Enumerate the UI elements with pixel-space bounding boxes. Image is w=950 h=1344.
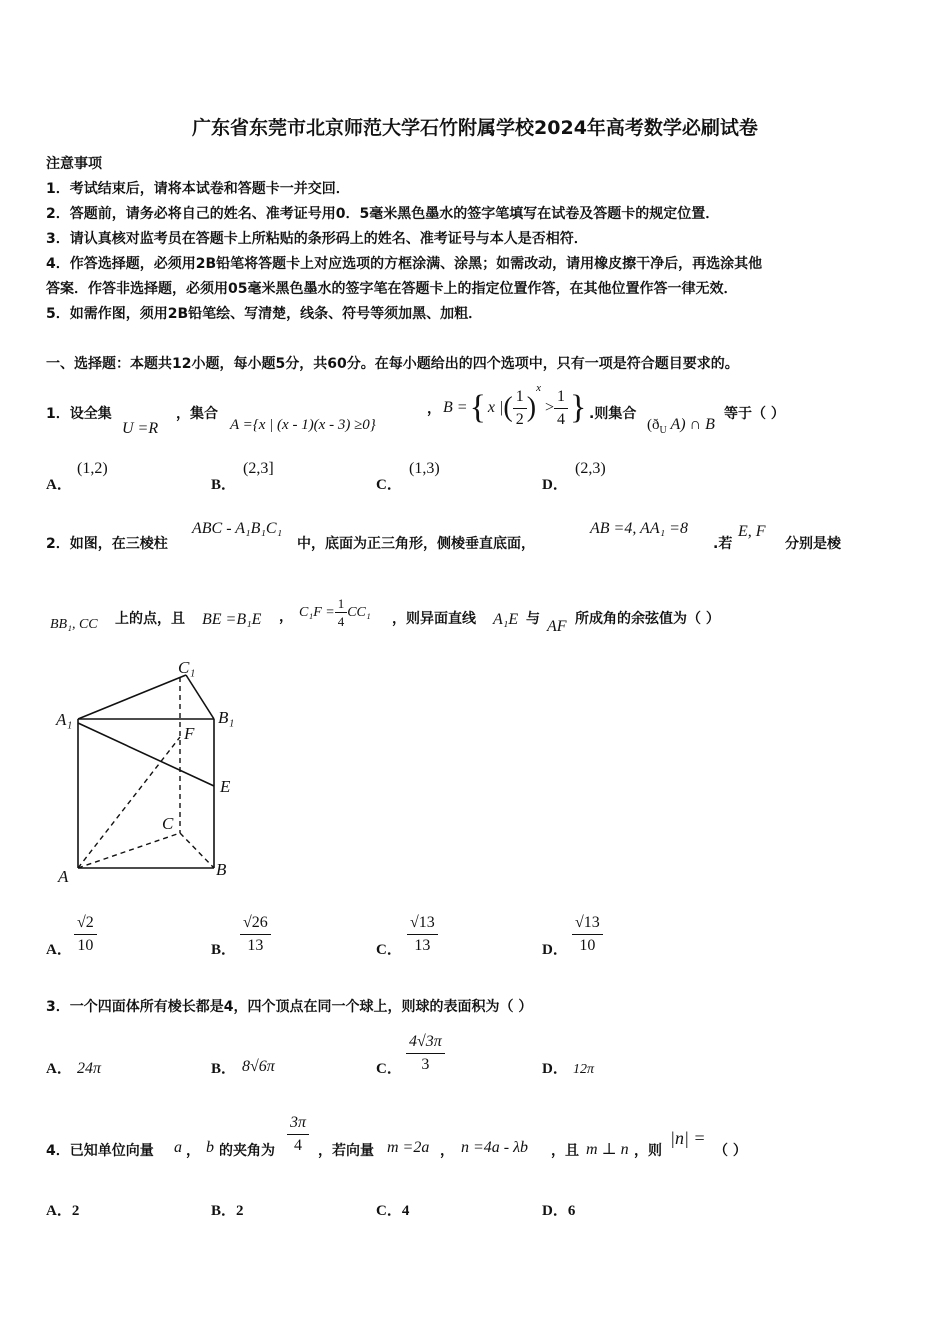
label-c1: C₁ bbox=[178, 658, 196, 677]
q2-line-af: AF bbox=[547, 618, 567, 635]
q2-lengths: AB =4, AA₁ =8 bbox=[590, 520, 688, 537]
q2-text: 上的点，且 bbox=[115, 611, 185, 627]
notice-item: 5．如需作图，须用2B铅笔绘、写清楚，线条、符号等须加黑、加粗． bbox=[46, 306, 483, 322]
q2-line-a1e: A₁E bbox=[493, 611, 519, 628]
label-f: F bbox=[184, 724, 195, 743]
q4-text: ， bbox=[186, 1143, 200, 1159]
q2-text: ，则异面直线 bbox=[392, 611, 476, 627]
notice-item: 1．考试结束后，请将本试卷和答题卡一并交回． bbox=[46, 181, 350, 197]
q2-text: ， bbox=[279, 609, 293, 625]
q3-option-c-value: $\frac{4√3\pi}{3}$ bbox=[406, 1031, 445, 1076]
q4-option-d[interactable]: D．6 bbox=[542, 1203, 576, 1219]
q2-option-a-value: $\frac{√2}{10}$ bbox=[74, 912, 97, 957]
section-heading: 一、选择题：本题共12小题，每小题5分，共60分。在每小题给出的四个选项中，只有一项是符合题目要求的。 bbox=[46, 356, 739, 372]
q4-vector-m: m =2a bbox=[387, 1139, 430, 1156]
q1-set-b: B = { x | ( $\frac{1}{2}$ ) x > $\frac{1}{4}$ } bbox=[443, 382, 587, 428]
q1-text: 1．设全集 bbox=[46, 406, 112, 422]
q4-text: ， bbox=[440, 1143, 454, 1159]
notice-item: 2．答题前，请务必将自己的姓名、准考证号用0．5毫米黑色墨水的签字笔填写在试卷及答题卡的规定位置． bbox=[46, 206, 720, 222]
q4-perp: m ⊥ n bbox=[586, 1141, 629, 1158]
q3-option-d-value: 12π bbox=[573, 1062, 595, 1077]
q1-text: 等于（ ） bbox=[724, 406, 785, 422]
q4-text: （ ） bbox=[714, 1143, 747, 1159]
q1-option-d-label[interactable]: D． bbox=[542, 477, 568, 493]
q1-option-c-value: (1,3) bbox=[409, 460, 440, 477]
q1-text: .则集合 bbox=[589, 406, 637, 422]
q4-text: ，且 bbox=[551, 1143, 579, 1159]
q2-option-d-value: $\frac{√13}{10}$ bbox=[572, 912, 603, 957]
q1-text: ，集合 bbox=[176, 406, 218, 422]
q1-set-a: A ={x | (x - 1)(x - 3) ≥0} bbox=[230, 417, 376, 433]
q1-option-a-value: (1,2) bbox=[77, 460, 108, 477]
q3-option-a-label[interactable]: A． bbox=[46, 1061, 72, 1077]
q4-vector-n: n =4a - λb bbox=[461, 1139, 529, 1156]
q2-text: .若 bbox=[713, 536, 733, 552]
label-e: E bbox=[220, 777, 231, 796]
q4-vector-b: b bbox=[206, 1139, 214, 1156]
q2-prism: ABC - A₁B₁C₁ bbox=[192, 520, 283, 537]
label-a1: A₁ bbox=[56, 710, 73, 729]
q4-norm: |n| = bbox=[670, 1128, 706, 1148]
q4-option-c[interactable]: C．4 bbox=[376, 1203, 410, 1219]
q2-text: 分别是棱 bbox=[785, 536, 841, 552]
q4-angle: $\frac{3\pi}{4}$ bbox=[287, 1112, 309, 1157]
q1-universal-set: U =R bbox=[122, 420, 159, 437]
q2-text: 2．如图，在三棱柱 bbox=[46, 536, 168, 552]
page-title: 广东省东莞市北京师范大学石竹附属学校2024年高考数学必刷试卷 bbox=[192, 117, 758, 139]
q2-option-d-label[interactable]: D． bbox=[542, 942, 568, 958]
q2-be-equation: BE =B₁E bbox=[202, 611, 262, 628]
q3-option-b-value: 8√6π bbox=[242, 1058, 275, 1075]
label-b1: B₁ bbox=[218, 708, 235, 727]
notice-item: 3．请认真核对监考员在答题卡上所粘贴的条形码上的姓名、准考证号与本人是否相符． bbox=[46, 231, 588, 247]
q2-option-c-value: $\frac{√13}{13}$ bbox=[407, 912, 438, 957]
notice-heading: 注意事项 bbox=[46, 156, 102, 172]
q4-text: ，若向量 bbox=[318, 1143, 374, 1159]
q4-option-a[interactable]: A．2 bbox=[46, 1203, 80, 1219]
q2-edges: BB₁, CC bbox=[50, 617, 98, 632]
q2-text: 所成角的余弦值为（ ） bbox=[575, 611, 720, 627]
q1-text: ， bbox=[427, 401, 441, 417]
q3-option-d-label[interactable]: D． bbox=[542, 1061, 568, 1077]
q3-option-b-label[interactable]: B． bbox=[211, 1061, 237, 1077]
q3-text: 3．一个四面体所有棱长都是4，四个顶点在同一个球上，则球的表面积为（ ） bbox=[46, 999, 533, 1015]
q2-text: 中，底面为正三角形，侧棱垂直底面， bbox=[297, 536, 535, 552]
q4-option-b[interactable]: B．2 bbox=[211, 1203, 244, 1219]
label-c: C bbox=[162, 814, 174, 833]
q2-points: E, F bbox=[738, 523, 766, 540]
q3-option-a-value: 24π bbox=[77, 1060, 102, 1077]
prism-figure bbox=[50, 655, 250, 890]
q1-option-a-label[interactable]: A． bbox=[46, 477, 72, 493]
q2-option-b-value: $\frac{√26}{13}$ bbox=[240, 912, 271, 957]
q4-text: 4．已知单位向量 bbox=[46, 1143, 154, 1159]
q2-option-a-label[interactable]: A． bbox=[46, 942, 72, 958]
q1-option-b-label[interactable]: B． bbox=[211, 477, 237, 493]
q1-option-b-value: (2,3] bbox=[243, 460, 274, 477]
q2-option-c-label[interactable]: C． bbox=[376, 942, 402, 958]
q3-option-c-label[interactable]: C． bbox=[376, 1061, 402, 1077]
notice-item: 答案．作答非选择题，必须用05毫米黑色墨水的签字笔在答题卡上的指定位置作答，在其他位置作答一律无效． bbox=[46, 281, 738, 297]
q1-option-d-value: (2,3) bbox=[575, 460, 606, 477]
q1-option-c-label[interactable]: C． bbox=[376, 477, 402, 493]
q1-complement-expr: ($ð_U$ A) ∩ B bbox=[647, 416, 715, 436]
notice-item: 4．作答选择题，必须用2B铅笔将答题卡上对应选项的方框涂满、涂黑；如需改动，请用橡皮擦干净后，再选涂其他 bbox=[46, 256, 763, 272]
q2-option-b-label[interactable]: B． bbox=[211, 942, 237, 958]
label-b: B bbox=[216, 860, 227, 879]
q4-vector-a: a bbox=[174, 1139, 182, 1156]
q4-text: 的夹角为 bbox=[219, 1143, 275, 1159]
q4-text: ，则 bbox=[634, 1143, 662, 1159]
q2-cf-equation: C₁F = $\frac{1}{4}$ CC₁ bbox=[299, 596, 371, 629]
label-a: A bbox=[58, 867, 69, 886]
q2-text: 与 bbox=[526, 611, 540, 627]
